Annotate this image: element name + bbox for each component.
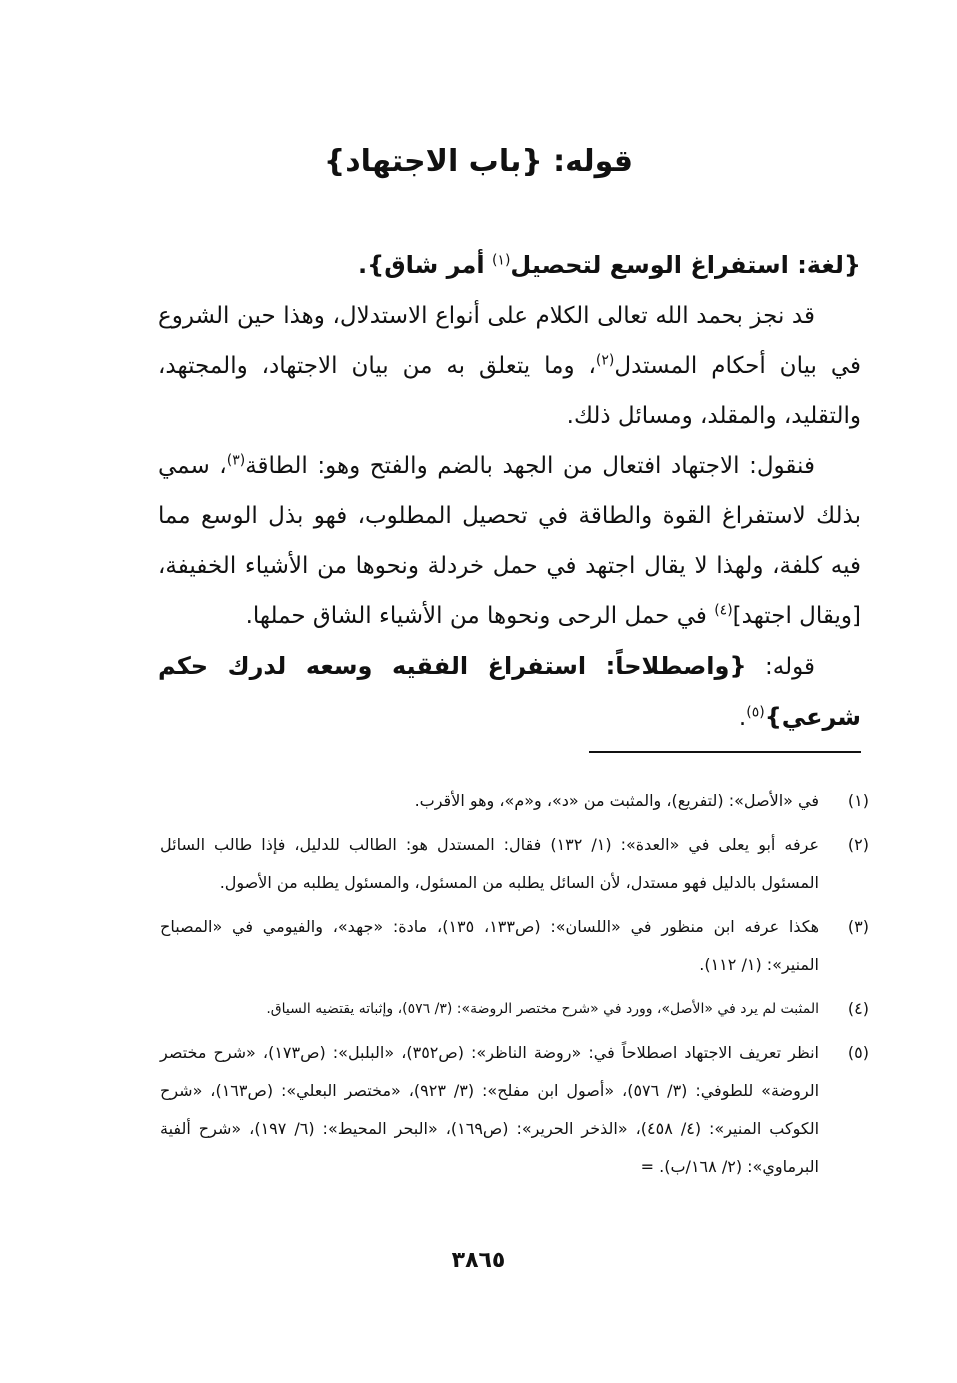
footnote-number: (٥) [847,1043,869,1062]
paragraph-3 [158,641,861,743]
footnote-text: في «الأصل»: (لتفريع)، والمثبت من «د»، و«م»، وهو الأقرب. [414,791,819,810]
footnote-ref-2: (٢) [595,352,615,369]
footnote-item [160,990,869,1028]
footnote-number: (١) [847,791,869,810]
footnote-ref-1: (١) [491,252,511,269]
paragraph-1-text-a: قد نجز بحمد الله تعالى الكلام على أنواع الاستدلال، وهذا حين الشروع في بيان أحكام المستدل [158,303,861,379]
footnotes [160,782,869,1192]
footnote-ref-4: (٤) [714,602,733,619]
paragraph-2-text-c: في حمل الرحى ونحوها من الأشياء الشاق حملها. [245,603,715,629]
footnote-item [160,908,869,984]
footnote-text: المثبت لم يرد في «الأصل»، وورد في «شرح مختصر الروضة»: (٣/ ٥٧٦)، وإثباته يقتضيه السياق. [266,1001,819,1017]
paragraph-3-bold: {واصطلاحاً: استفراغ الفقيه وسعه لدرك حكم شرعي} [158,652,861,731]
chapter-heading: قوله: {باب الاجتهاد} [323,144,634,179]
definition-tail: أمر شاق}. [357,251,485,279]
definition-line [158,240,861,291]
footnote-separator [589,751,861,753]
paragraph-2 [158,441,861,641]
footnote-text: عرفه أبو يعلى في «العدة»: (١/ ١٣٢) فقال: المستدل هو: الطالب للدليل، فإذا طالب السائل المسئول بالدليل فهو مستدل، لأن السائل يطلبه من المسئول، والمسئول يطلبه من الأصول. [160,835,819,892]
footnote-ref-3: (٣) [226,452,246,469]
footnote-item [160,826,869,902]
footnote-item [160,782,869,820]
footnote-ref-5: (٥) [746,704,765,721]
page-number: ٣٨٦٥ [451,1248,506,1273]
footnote-text: هكذا عرفه ابن منظور في «اللسان»: (ص١٣٣، ١٣٥)، مادة: «جهد»، والفيومي في «المصباح المنير»: (١/ ١١٢). [160,917,820,974]
paragraph-2-text-a: فنقول: الاجتهاد افتعال من الجهد بالضم والفتح وهو: الطاقة [245,453,815,479]
definition-text: {لغة: استفراغ الوسع لتحصيل [510,251,861,279]
footnote-number: (٢) [847,835,869,854]
footnote-number: (٣) [847,917,869,936]
paragraph-2-text-b: ، سمي بذلك لاستفراغ القوة والطاقة في تحصيل المطلوب، فهو بذل الوسع مما فيه كلفة، ولهذا لا يقال اجتهد في حمل خردلة ونحوها من الأشياء الخفيفة، [ويقال اجتهد] [158,453,861,629]
paragraph-1-text-b: ، وما يتعلق به من بيان الاجتهاد، والمجتهد، والتقليد، والمقلد، ومسائل ذلك. [158,353,861,429]
footnote-text: انظر تعريف الاجتهاد اصطلاحاً في: «روضة الناظر»: (ص٣٥٢)، «البلبل»: (ص١٧٣)، «شرح مختصر الروضة» للطوفي: (٣/ ٥٧٦)، «أصول ابن مفلح»: (٣/ ٩٢٣)، «مختصر البعلي»: (ص١٦٣)، «شرح الكوكب المنير»: (٤/ ٤٥٨)، «الذخر الحرير»: (ص١٦٩)، «البحر المحيط»: (٦/ ١٩٧)، «شرح ألفية البرماوي»: (٢/ ١٦٨/ب). = [160,1043,820,1176]
paragraph-1 [158,291,861,441]
footnote-number: (٤) [847,999,869,1018]
main-text [158,240,861,743]
paragraph-3-lead: قوله: [746,654,815,680]
footnote-item [160,1034,869,1186]
paragraph-3-tail: . [738,705,747,731]
